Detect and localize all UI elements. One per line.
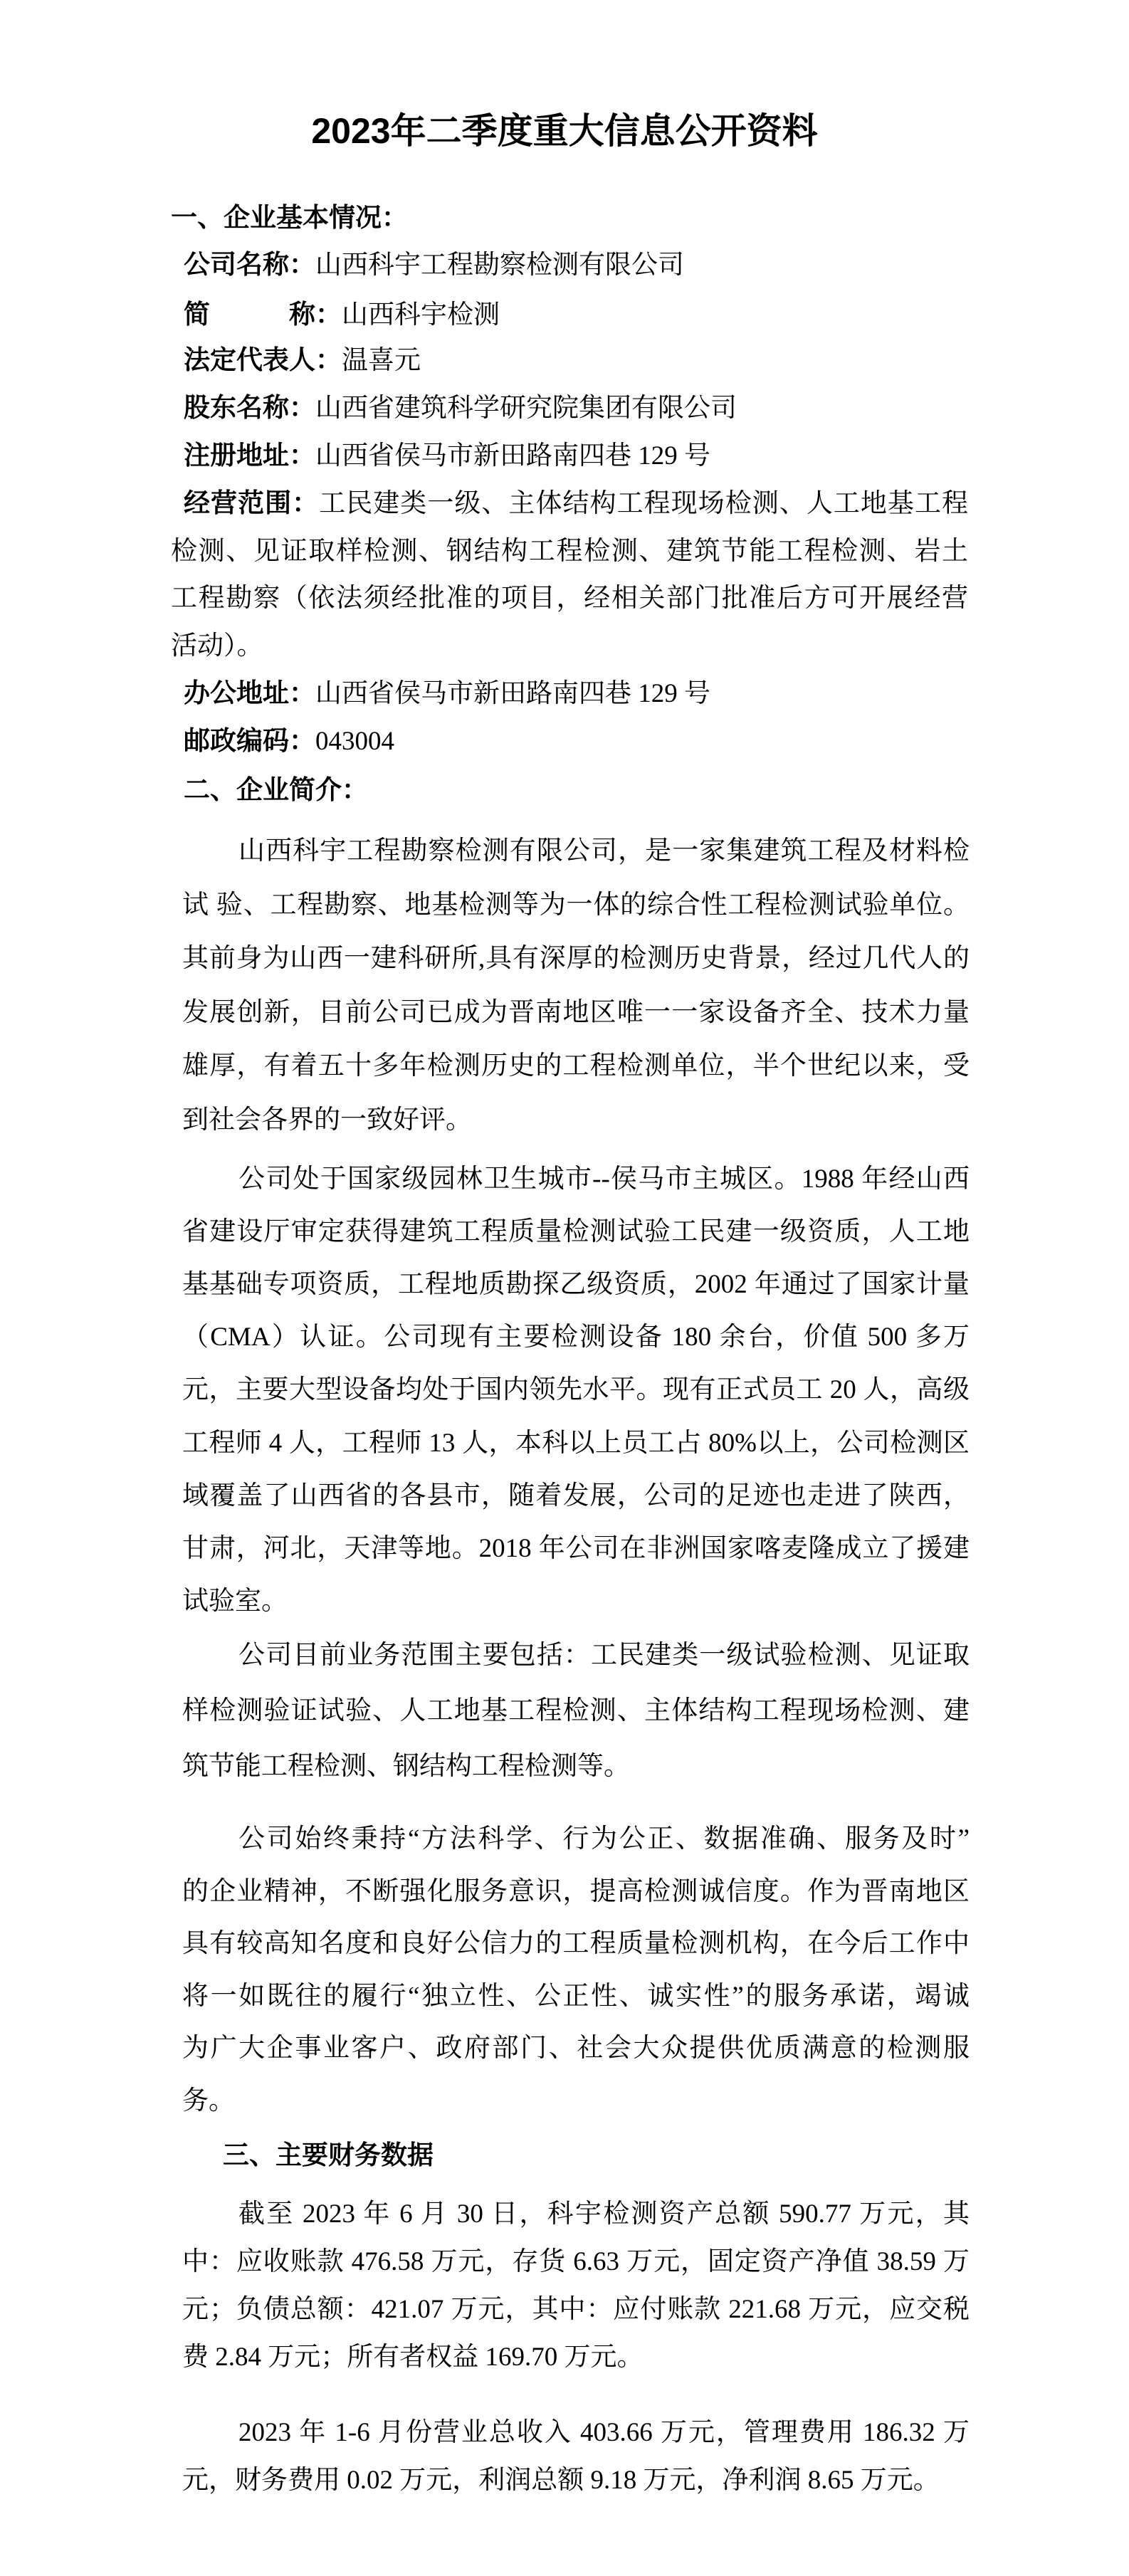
paragraph-line: 为广大企事业客户、政府部门、社会大众提供优质满意的检测服	[182, 2034, 970, 2064]
section-2-heading: 二、企业简介：	[184, 776, 368, 805]
paragraph-line: 务。	[182, 2086, 235, 2115]
short-name-label: 简 称：	[184, 300, 342, 330]
paragraph-line: 2023 年 1-6 月份营业总收入 403.66 万元，管理费用 186.32 万	[238, 2418, 970, 2447]
scope-row	[184, 488, 968, 520]
legal-rep-value: 温喜元	[342, 346, 421, 375]
paragraph-line: 其前身为山西一建科研所,具有深厚的检测历史背景，经过几代人的	[182, 944, 970, 974]
paragraph-line: 试验室。	[182, 1586, 288, 1616]
scope-line: 工民建类一级、主体结构工程现场检测、人工地基工程	[319, 489, 968, 518]
paragraph-line: 筑节能工程检测、钢结构工程检测等。	[182, 1752, 630, 1781]
paragraph-line: 山西科宇工程勘察检测有限公司，是一家集建筑工程及材料检	[238, 836, 970, 866]
paragraph-line: 截至 2023 年 6 月 30 日，科宇检测资产总额 590.77 万元，其	[238, 2199, 970, 2229]
postcode-row	[184, 726, 394, 757]
legal-rep-row	[184, 345, 421, 377]
paragraph-line: 省建设厅审定获得建筑工程质量检测试验工民建一级资质，人工地	[182, 1217, 970, 1247]
paragraph-line: 元，主要大型设备均处于国内领先水平。现有正式员工 20 人，高级	[182, 1375, 970, 1405]
company-name-row	[184, 250, 684, 281]
paragraph-line: 元，财务费用 0.02 万元，利润总额 9.18 万元，净利润 8.65 万元。	[182, 2466, 940, 2495]
scope-line: 活动）。	[171, 631, 263, 661]
paragraph-line: 域覆盖了山西省的各县市，随着发展，公司的足迹也走进了陕西，	[182, 1481, 970, 1510]
reg-address-label: 注册地址：	[184, 441, 315, 470]
paragraph-line: 样检测验证试验、人工地基工程检测、主体结构工程现场检测、建	[182, 1696, 970, 1725]
paragraph-line: 中：应收账款 476.58 万元，存货 6.63 万元，固定资产净值 38.59 万	[182, 2247, 970, 2276]
scope-line: 工程勘察（依法须经批准的项目，经相关部门批准后方可开展经营	[171, 584, 968, 613]
paragraph-line: 试 验、工程勘察、地基检测等为一体的综合性工程检测试验单位。	[182, 890, 970, 920]
legal-rep-label: 法定代表人：	[184, 346, 342, 375]
paragraph-line: 基基础专项资质，工程地质勘探乙级资质，2002 年通过了国家计量	[182, 1270, 970, 1300]
paragraph-line: 费 2.84 万元；所有者权益 169.70 万元。	[182, 2343, 644, 2372]
scope-label: 经营范围：	[184, 489, 320, 518]
reg-address-row	[184, 441, 710, 472]
office-address-label: 办公地址：	[184, 679, 315, 708]
section-3-heading: 三、主要财务数据	[223, 2141, 434, 2170]
paragraph-line: 工程师 4 人，工程师 13 人，本科以上员工占 80%以上，公司检测区	[182, 1428, 970, 1458]
office-address-row	[184, 678, 710, 710]
paragraph-line: （CMA）认证。公司现有主要检测设备 180 余台，价值 500 多万	[182, 1323, 970, 1352]
paragraph-line: 雄厚，有着五十多年检测历史的工程检测单位，半个世纪以来，受	[182, 1051, 970, 1081]
reg-address-value: 山西省侯马市新田路南四巷 129 号	[315, 441, 710, 470]
office-address-value: 山西省侯马市新田路南四巷 129 号	[315, 679, 710, 708]
paragraph-line: 的企业精神，不断强化服务意识，提高检测诚信度。作为晋南地区	[182, 1876, 970, 1906]
paragraph-line: 到社会各界的一致好评。	[182, 1105, 472, 1135]
company-name-value: 山西科宇工程勘察检测有限公司	[315, 251, 684, 280]
company-name-label: 公司名称：	[184, 251, 315, 280]
shareholder-value: 山西省建筑科学研究院集团有限公司	[315, 394, 737, 423]
postcode-label: 邮政编码：	[184, 727, 315, 756]
short-name-row	[184, 300, 500, 331]
paragraph-line: 将一如既往的履行“独立性、公正性、诚实性”的服务承诺，竭诚	[182, 1981, 970, 2011]
paragraph-line: 具有较高知名度和良好公信力的工程质量检测机构，在今后工作中	[182, 1929, 970, 1959]
page-title: 2023年二季度重大信息公开资料	[311, 111, 818, 151]
paragraph-line: 公司始终秉持“方法科学、行为公正、数据准确、服务及时”	[238, 1824, 970, 1854]
short-name-value: 山西科宇检测	[342, 300, 500, 330]
paragraph-line: 发展创新，目前公司已成为晋南地区唯一一家设备齐全、技术力量	[182, 997, 970, 1027]
paragraph-line: 甘肃，河北，天津等地。2018 年公司在非洲国家喀麦隆成立了援建	[182, 1533, 970, 1563]
shareholder-row	[184, 393, 737, 424]
postcode-value: 043004	[315, 727, 394, 756]
scope-line: 检测、见证取样检测、钢结构工程检测、建筑节能工程检测、岩土	[171, 537, 968, 566]
paragraph-line: 公司目前业务范围主要包括：工民建类一级试验检测、见证取	[238, 1641, 970, 1670]
paragraph-line: 公司处于国家级园林卫生城市--侯马市主城区。1988 年经山西	[238, 1165, 970, 1194]
section-1-heading: 一、企业基本情况：	[171, 204, 408, 233]
paragraph-line: 元；负债总额：421.07 万元，其中：应付账款 221.68 万元，应交税	[182, 2295, 970, 2324]
shareholder-label: 股东名称：	[184, 394, 315, 423]
